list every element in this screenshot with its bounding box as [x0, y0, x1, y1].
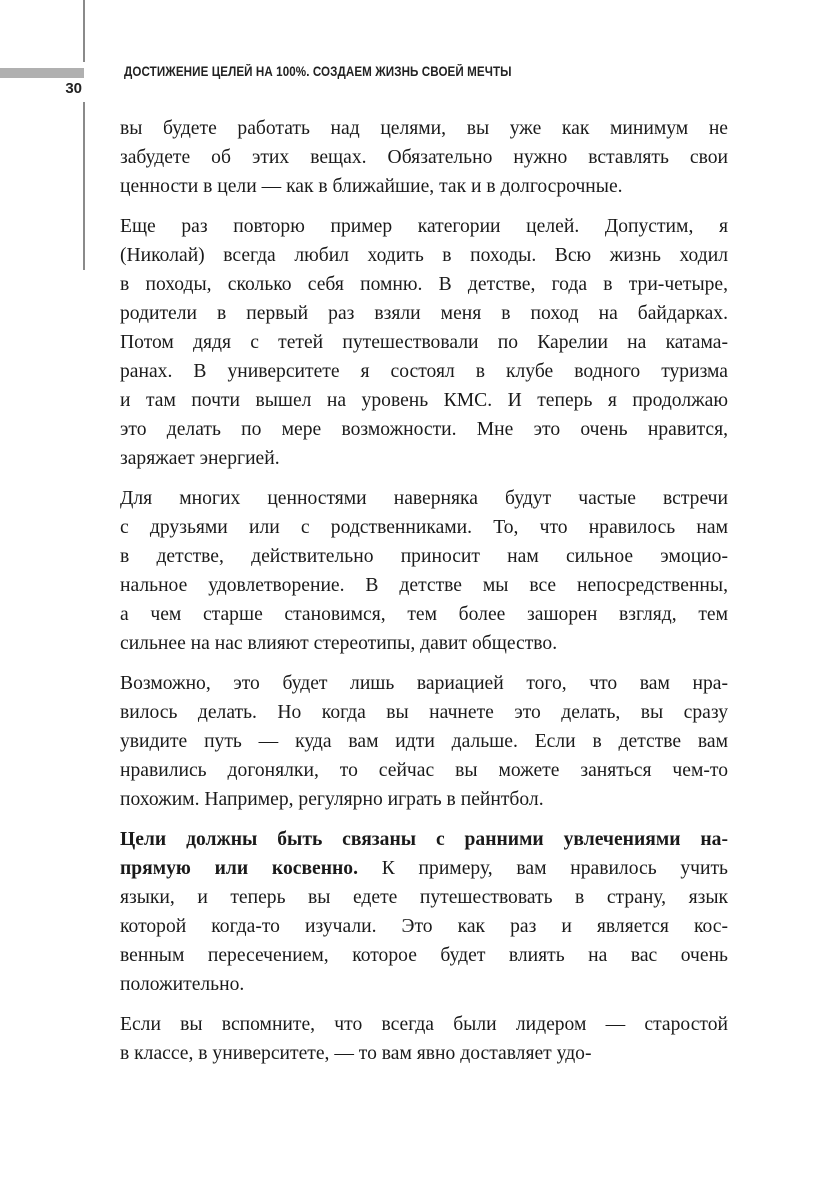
text: в детстве, действительно приносит нам сильное эмоцио-: [120, 546, 728, 567]
text: К примеру, вам нравилось учить: [358, 858, 728, 879]
text-line: [120, 270, 728, 299]
paragraph: [120, 212, 728, 473]
text-line: [120, 1010, 728, 1039]
text: ранах. В университете я состоял в клубе водного туризма: [120, 361, 728, 382]
text-line: [120, 912, 728, 941]
text: (Николай) всегда любил ходить в походы. Всю жизнь ходил: [120, 245, 728, 266]
text: Если вы вспомните, что всегда были лидером — старостой: [120, 1014, 728, 1035]
text: а чем старше становимся, тем более зашорен взгляд, тем: [120, 604, 728, 625]
text: вилось делать. Но когда вы начнете это делать, вы сразу: [120, 702, 728, 723]
text-line: [120, 698, 728, 727]
text-line: [120, 1039, 728, 1068]
text: родители в первый раз взяли меня в поход на байдарках.: [120, 303, 728, 324]
text-line: [120, 941, 728, 970]
text-line: [120, 484, 728, 513]
bold-text: Цели должны быть связаны с ранними увлечениями на-: [120, 829, 728, 850]
paragraph: [120, 114, 728, 201]
text: нальное удовлетворение. В детстве мы все непосредственны,: [120, 575, 728, 596]
text-line: [120, 669, 728, 698]
text-line: [120, 825, 728, 854]
text: венным пересечением, которое будет влиять на вас очень: [120, 945, 728, 966]
text-line: [120, 571, 728, 600]
text: в классе, в университете, — то вам явно доставляет удо-: [120, 1043, 592, 1064]
text: нравились догонялки, то сейчас вы можете заняться чем-то: [120, 760, 728, 781]
text-line: [120, 328, 728, 357]
text: которой когда-то изучали. Это как раз и является кос-: [120, 916, 728, 937]
text: сильнее на нас влияют стереотипы, давит общество.: [120, 633, 558, 654]
text-line: [120, 883, 728, 912]
text: языки, и теперь вы едете путешествовать в страну, язык: [120, 887, 728, 908]
text: и там почти вышел на уровень КМС. И теперь я продолжаю: [120, 390, 728, 411]
text-line: [120, 172, 728, 201]
text: Возможно, это будет лишь вариацией того, что вам нра-: [120, 673, 728, 694]
text-line: [120, 542, 728, 571]
text-line: [120, 756, 728, 785]
text-line: [120, 600, 728, 629]
text-line: [120, 212, 728, 241]
text-line: [120, 970, 728, 999]
text-line: [120, 241, 728, 270]
text: увидите путь — куда вам идти дальше. Если в детстве вам: [120, 731, 728, 752]
text: вы будете работать над целями, вы уже как минимум не: [120, 118, 728, 139]
text-line: [120, 386, 728, 415]
paragraph: [120, 669, 728, 814]
margin-rule-top: [83, 0, 85, 62]
paragraph: [120, 825, 728, 999]
text-line: [120, 513, 728, 542]
text-line: [120, 727, 728, 756]
body-text: [120, 114, 728, 1079]
text-line: [120, 629, 728, 658]
text: в походы, сколько себя помню. В детстве, года в три-четыре,: [120, 274, 728, 295]
text: это делать по мере возможности. Мне это очень нравится,: [120, 419, 728, 440]
text: с друзьями или с родственниками. То, что нравилось нам: [120, 517, 728, 538]
text: ценности в цели — как в ближайшие, так и в долгосрочные.: [120, 176, 623, 197]
text: положительно.: [120, 974, 245, 995]
text-line: [120, 357, 728, 386]
paragraph: [120, 1010, 728, 1068]
text: Еще раз повторю пример категории целей. Допустим, я: [120, 216, 728, 237]
text: заряжает энергией.: [120, 448, 280, 469]
text-line: [120, 415, 728, 444]
text-line: [120, 114, 728, 143]
text-line: [120, 299, 728, 328]
text-line: [120, 785, 728, 814]
running-header: ДОСТИЖЕНИЕ ЦЕЛЕЙ НА 100%. СОЗДАЕМ ЖИЗНЬ СВОЕЙ МЕЧТЫ: [124, 64, 512, 79]
text-line: [120, 444, 728, 473]
text-line: [120, 143, 728, 172]
text: Для многих ценностями наверняка будут частые встречи: [120, 488, 728, 509]
text: похожим. Например, регулярно играть в пейнтбол.: [120, 789, 544, 810]
text-line: [120, 854, 728, 883]
text: забудете об этих вещах. Обязательно нужно вставлять свои: [120, 147, 728, 168]
margin-rule-bottom: [83, 102, 85, 270]
page-number: 30: [65, 80, 82, 97]
paragraph: [120, 484, 728, 658]
header-bar: [0, 68, 84, 78]
bold-text: прямую или косвенно.: [120, 858, 359, 879]
text: Потом дядя с тетей путешествовали по Карелии на катама-: [120, 332, 728, 353]
